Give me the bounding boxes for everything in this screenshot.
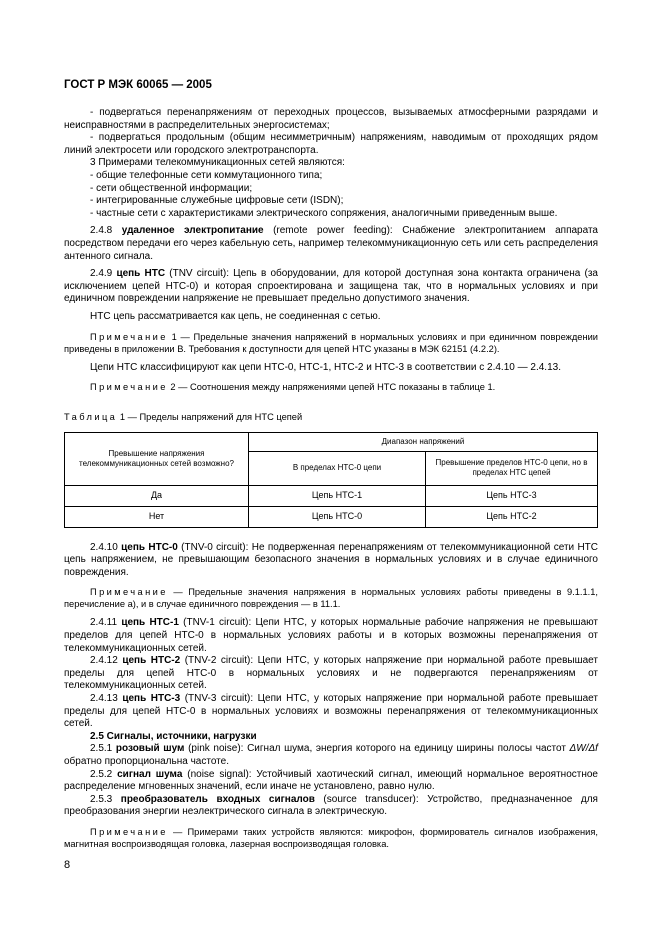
note-text: — Предельные значения напряжения в нормальных условиях работы приведены в 9.1.1.1, перечисление а), и в случае единичного повреждения — в 11.1. — [64, 587, 598, 610]
clause-text: (TNV-3 circuit): Цепи НТС, у которых напряжение при нормальной работе превышает пределы для цепей НТС-0 в нормальных условиях и возможны перенапряжения от телекоммуникационных сетей. — [64, 693, 598, 730]
clause-text: (remote power feeding): Снабжение электропитанием аппарата посредством передачи его через кабельную сеть, например телекоммуникационную сеть или сеть распределения антенного сигнала. — [64, 225, 598, 262]
clause-text: обратно пропорциональна частоте. — [64, 756, 229, 767]
clause-number: 2.4.13 — [90, 693, 123, 705]
note-text: 2 — Соотношения между напряжениями цепей НТС показаны в таблице 1. — [167, 382, 496, 393]
clause-term: преобразователь входных сигналов — [120, 793, 315, 805]
clause-2-4-12 — [64, 655, 598, 693]
clause-2-5-2 — [64, 769, 598, 794]
intro-line-3: 3 Примерами телекоммуникационных сетей являются: — [90, 157, 345, 169]
note-2-4-10 — [64, 586, 598, 610]
table-caption-text: 1 — Пределы напряжений для НТС цепей — [117, 412, 303, 423]
table-row — [65, 485, 598, 506]
clause-2-4-9-classification: Цепи НТС классифицируют как цепи НТС-0, НТС-1, НТС-2 и НТС-3 в соответствии с 2.4.10 — 2.4.13. — [90, 361, 561, 373]
page-content — [64, 107, 598, 850]
note-text: — Примерами таких устройств являются: микрофон, формирователь сигналов изображения, магнитная воспроизводящая головка, лазерная воспроизводящая головка. — [64, 826, 598, 849]
note-1 — [64, 331, 598, 355]
table-header-range: Диапазон напряжений — [249, 432, 598, 451]
clause-text: (noise signal): Устойчивый хаотический сигнал, имеющий нормальное вероятностное распределение мгновенных значений, если иначе не установлено, равно нулю. — [64, 768, 598, 793]
formula: ΔW/Δf — [569, 743, 598, 755]
clause-term: цепь НТС-1 — [121, 617, 179, 629]
list-item: - сети общественной информации; — [90, 182, 253, 194]
clause-number: 2.5.2 — [90, 768, 118, 780]
section-2-5-heading — [64, 731, 598, 744]
document-header: ГОСТ Р МЭК 60065 — 2005 — [64, 79, 212, 91]
note-label: Примечание — [90, 826, 168, 837]
table-caption-label: Таблица — [64, 412, 118, 423]
clause-2-4-11 — [64, 617, 598, 655]
intro-line-2: - подвергаться продольным (общим несимметричным) напряжениям, наводимым от проходящих рядом линий электросети или городского электротранспорта. — [64, 132, 598, 156]
clause-number: 2.4.8 — [90, 225, 122, 237]
table-caption — [64, 411, 598, 424]
clause-text: (pink noise): Сигнал шума, энергия которого на единицу ширины полосы частот — [184, 743, 570, 755]
clause-text: (TNV-0 circuit): Не подверженная перенапряжениям от телекоммуникационной сети НТС цепь напряжением, не превышающим безопасного значения в нормальных условиях и в случае единичного повреждения. — [64, 541, 598, 578]
clause-2-4-9 — [64, 268, 598, 306]
clause-number: 2.5.1 — [90, 743, 116, 755]
clause-number: 2.4.10 — [90, 541, 122, 553]
table-header-within: В пределах НТС-0 цепи — [249, 451, 426, 485]
clause-2-4-8 — [64, 225, 598, 263]
clause-number: 2.4.12 — [90, 655, 123, 667]
clause-term: цепь НТС-3 — [122, 693, 181, 705]
table-cell: Цепь НТС-3 — [426, 485, 598, 506]
clause-term: розовый шум — [115, 743, 185, 755]
list-item: - интегрированные служебные цифровые сети (ISDN); — [90, 195, 344, 207]
table-cell: Цепь НТС-0 — [249, 506, 426, 527]
clause-term: удаленное электропитание — [121, 225, 264, 237]
note-2-5-3 — [64, 826, 598, 850]
clause-2-4-13 — [64, 693, 598, 731]
clause-text: (TNV-2 circuit): Цепи НТС, у которых напряжение при нормальной работе превышает пределы для цепей НТС-0 в нормальных условиях и не подвергаются перенапряжениям от телекоммуникационных сетей. — [64, 655, 598, 692]
table-cell: Цепь НТС-1 — [249, 485, 426, 506]
table-header-exceed: Превышение пределов НТС-0 цепи, но в пределах НТС цепей — [426, 451, 598, 485]
list-item: - частные сети с характеристиками электрического сопряжения, аналогичными приведенным выше. — [90, 207, 558, 219]
section-heading: 2.5 Сигналы, источники, нагрузки — [90, 730, 257, 742]
note-label: Примечание — [90, 331, 168, 342]
clause-2-4-9-para: НТС цепь рассматривается как цепь, не соединенная с сетью. — [90, 310, 381, 322]
clause-text: (source transducer): Устройство, предназначенное для преобразования энергии неэлектрического сигнала в электрическую. — [64, 793, 598, 818]
table-cell: Нет — [65, 506, 249, 527]
clause-2-5-3 — [64, 794, 598, 819]
note-label: Примечание — [90, 382, 168, 393]
table-cell: Да — [65, 485, 249, 506]
clause-term: цепь НТС-2 — [122, 655, 181, 667]
clause-number: 2.4.11 — [90, 617, 122, 629]
table-header-question: Превышение напряжения телекоммуникационных сетей возможно? — [65, 432, 249, 485]
page-number: 8 — [64, 859, 71, 871]
table-cell: Цепь НТС-2 — [426, 506, 598, 527]
list-item: - общие телефонные сети коммутационного типа; — [90, 169, 323, 181]
clause-2-4-10 — [64, 542, 598, 580]
clause-term: цепь НТС-0 — [121, 541, 178, 553]
clause-text: (TNV circuit): Цепь в оборудовании, для которой доступная зона контакта ограничена (за исключением цепей НТС-0) и которая спроектирована и защищена так, что в нормальных условиях и при единичном повреждении напряжение не превышает предельно допустимого значения. — [64, 268, 598, 305]
clause-number: 2.4.9 — [90, 268, 117, 280]
clause-number: 2.5.3 — [90, 793, 121, 805]
note-text: 1 — Предельные значения напряжений в нормальных условиях и при единичном повреждении приведены в приложении В. Требования к доступности для цепей НТС указаны в МЭК 62151 (4.2.2). — [64, 331, 598, 354]
note-2 — [64, 381, 598, 393]
clause-term: цепь НТС — [116, 268, 166, 280]
table-row — [65, 506, 598, 527]
clause-2-5-1 — [64, 743, 598, 768]
note-label: Примечание — [90, 587, 168, 598]
intro-line-1: - подвергаться перенапряжениям от переходных процессов, вызываемых атмосферными разрядами и неисправностями в распределительных энергосистемах; — [64, 107, 598, 131]
voltage-limits-table — [64, 432, 598, 528]
clause-text: (TNV-1 circuit): Цепи НТС, у которых нормальные рабочие напряжения не превышают пределов для цепей НТС-0 в нормальных условиях работы и в которых возможны перенапряжения от телекоммуникационных сетей. — [64, 617, 598, 654]
clause-term: сигнал шума — [117, 768, 183, 780]
